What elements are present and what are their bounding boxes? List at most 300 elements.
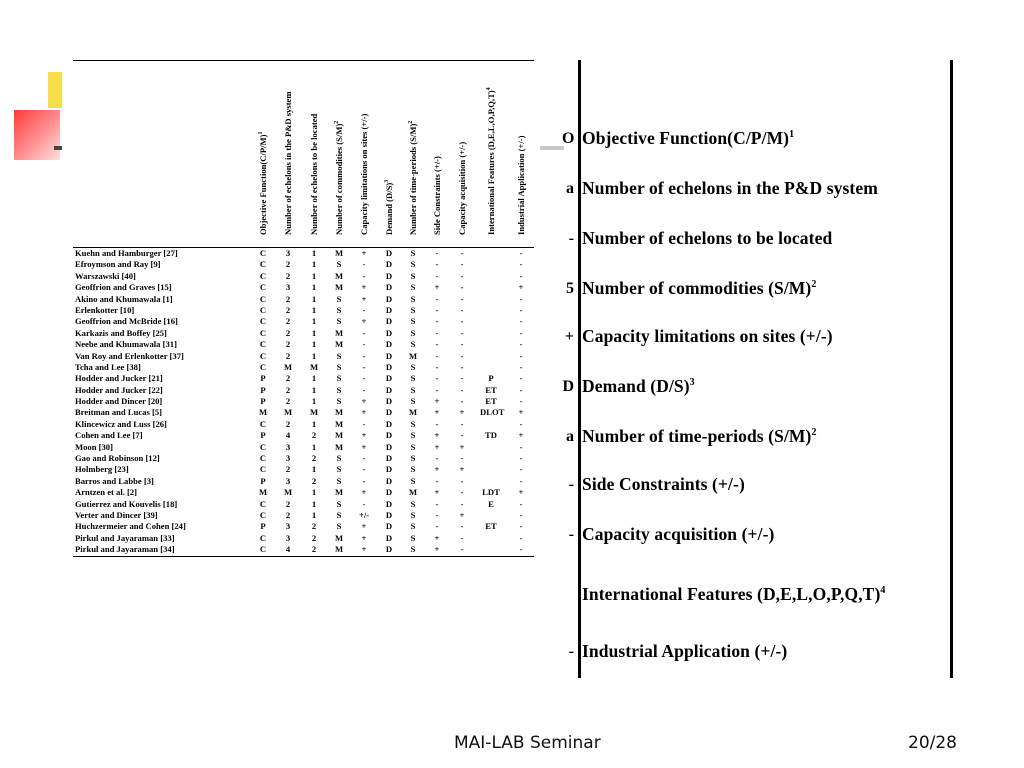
table-cell: -	[435, 521, 439, 532]
table-cell: S	[336, 464, 342, 475]
table-cell: -	[519, 509, 523, 520]
table-cell: -	[362, 350, 366, 361]
table-cell: C	[259, 304, 267, 315]
legend-item-label: Number of echelons to be located	[582, 228, 833, 248]
table-cell: +	[361, 430, 367, 441]
table-cell: 2	[285, 350, 291, 361]
legend-cut-glyph: +	[564, 328, 574, 345]
table-cell: S	[410, 304, 416, 315]
reference-name: Pirkul and Jayaraman [33]	[75, 532, 175, 543]
table-cell: -	[460, 293, 464, 304]
column-header-label: Demand (D/S)	[384, 182, 394, 235]
table-cell: M	[334, 270, 344, 281]
table-cell: C	[259, 282, 267, 293]
table-cell: 3	[285, 441, 291, 452]
legend-item	[582, 474, 745, 495]
table-cell: -	[435, 327, 439, 338]
table-cell: -	[519, 293, 523, 304]
table-cell: -	[460, 282, 464, 293]
table-cell: 1	[311, 282, 317, 293]
column-header-footnote: 1	[258, 131, 265, 135]
table-cell: S	[336, 259, 342, 270]
table-cell: M	[258, 407, 268, 418]
table-cell: -	[519, 327, 523, 338]
table-header-row	[73, 61, 534, 248]
table-cell: +	[518, 430, 524, 441]
table-cell: P	[260, 475, 266, 486]
table-cell: D	[385, 407, 393, 418]
table-cell: 4	[285, 544, 291, 555]
legend-item-footnote: 2	[811, 279, 817, 291]
column-header	[277, 61, 299, 245]
table-cell: D	[385, 270, 393, 281]
table-cell: C	[259, 339, 267, 350]
table-cell: +	[434, 544, 440, 555]
table-cell: D	[385, 282, 393, 293]
table-cell: M	[334, 282, 344, 293]
table-cell: M	[309, 361, 319, 372]
table-cell: M	[334, 441, 344, 452]
legend-item	[582, 641, 787, 662]
reference-name: Hodder and Jucker [22]	[75, 384, 163, 395]
literature-comparison-table	[73, 60, 534, 557]
table-cell: +	[459, 509, 465, 520]
legend-cut-glyph: D	[562, 378, 574, 395]
table-cell: 2	[285, 293, 291, 304]
reference-name: Hodder and Jucker [21]	[75, 373, 163, 384]
table-cell: 3	[285, 282, 291, 293]
table-cell: +	[361, 282, 367, 293]
table-cell: M	[408, 487, 418, 498]
table-cell: -	[460, 361, 464, 372]
table-cell: 1	[311, 464, 317, 475]
table-cell: S	[410, 339, 416, 350]
table-row	[73, 510, 534, 521]
column-header-label: Number of echelons to be located	[309, 113, 319, 235]
table-cell: C	[259, 293, 267, 304]
reference-name: Moon [30]	[75, 441, 113, 452]
table-cell: ET	[485, 384, 497, 395]
legend-item	[582, 278, 816, 299]
table-row	[73, 248, 534, 259]
table-cell: M	[283, 487, 293, 498]
table-cell: 2	[311, 453, 317, 464]
table-cell: P	[488, 373, 494, 384]
table-cell: S	[336, 384, 342, 395]
table-cell: +	[361, 544, 367, 555]
reference-name: Akino and Khumawala [1]	[75, 293, 173, 304]
table-cell: D	[385, 509, 393, 520]
table-cell: 2	[285, 509, 291, 520]
table-cell: +	[361, 396, 367, 407]
table-cell: +	[434, 487, 440, 498]
legend-item	[582, 178, 878, 199]
table-cell: 2	[311, 532, 317, 543]
legend-item	[582, 426, 817, 447]
table-cell: -	[519, 350, 523, 361]
table-cell: E	[488, 498, 494, 509]
legend-item-footnote: 4	[880, 585, 886, 597]
column-header-label: International Features (D,E,L,O,P,Q,T)	[486, 90, 496, 235]
table-cell: D	[385, 487, 393, 498]
table-cell: C	[259, 327, 267, 338]
legend-item-footnote: 2	[811, 427, 817, 439]
table-cell: 1	[311, 327, 317, 338]
table-cell: -	[460, 544, 464, 555]
table-cell: M	[334, 248, 344, 258]
legend-cut-glyph: -	[568, 476, 574, 493]
table-cell: -	[435, 339, 439, 350]
table-cell: 2	[285, 339, 291, 350]
table-cell: +	[459, 464, 465, 475]
table-cell: +	[361, 441, 367, 452]
table-cell: LDT	[482, 487, 500, 498]
table-cell: S	[336, 316, 342, 327]
table-cell: P	[260, 521, 266, 532]
table-cell: P	[260, 384, 266, 395]
table-cell: -	[460, 396, 464, 407]
table-row	[73, 430, 534, 441]
table-cell: S	[410, 373, 416, 384]
table-cell: M	[334, 407, 344, 418]
table-cell: S	[410, 418, 416, 429]
table-cell: -	[435, 384, 439, 395]
column-header-footnote: 3	[384, 179, 391, 183]
table-cell: 2	[285, 418, 291, 429]
table-cell: -	[362, 270, 366, 281]
table-cell: 2	[311, 475, 317, 486]
table-cell: -	[460, 259, 464, 270]
table-cell: D	[385, 316, 393, 327]
table-cell: M	[309, 407, 319, 418]
table-cell: -	[362, 361, 366, 372]
table-cell: +	[361, 316, 367, 327]
table-cell: C	[259, 259, 267, 270]
legend-item-label: Industrial Application (+/-)	[582, 641, 788, 661]
column-header	[426, 61, 448, 245]
table-cell: S	[336, 453, 342, 464]
table-cell: -	[435, 316, 439, 327]
table-cell: S	[410, 361, 416, 372]
table-cell: -	[460, 430, 464, 441]
table-cell: D	[385, 339, 393, 350]
table-row	[73, 396, 534, 407]
table-cell: -	[460, 418, 464, 429]
table-cell: +	[434, 282, 440, 293]
table-row	[73, 385, 534, 396]
table-cell: 2	[285, 384, 291, 395]
table-cell: 1	[311, 339, 317, 350]
table-cell: D	[385, 350, 393, 361]
table-cell: -	[362, 259, 366, 270]
table-cell: S	[410, 248, 416, 258]
table-cell: -	[519, 270, 523, 281]
table-cell: M	[334, 532, 344, 543]
table-cell: 1	[311, 304, 317, 315]
table-cell: +	[459, 407, 465, 418]
table-cell: +	[361, 532, 367, 543]
table-cell: 1	[311, 293, 317, 304]
table-cell: C	[259, 361, 267, 372]
table-cell: C	[259, 532, 267, 543]
table-cell: -	[460, 339, 464, 350]
table-cell: D	[385, 361, 393, 372]
table-cell: C	[259, 498, 267, 509]
table-cell: C	[259, 453, 267, 464]
legend-item	[582, 326, 833, 347]
reference-name: Huchzermeier and Cohen [24]	[75, 521, 186, 532]
table-cell: S	[336, 521, 342, 532]
table-cell: S	[410, 282, 416, 293]
legend-item	[582, 376, 695, 397]
table-cell: -	[460, 270, 464, 281]
decorative-gray-dash	[540, 146, 564, 150]
table-cell: C	[259, 441, 267, 452]
legend-item-label: Number of time-periods (S/M)	[582, 426, 812, 446]
legend-item-label: Side Constraints (+/-)	[582, 474, 745, 494]
table-cell: 1	[311, 396, 317, 407]
table-row	[73, 305, 534, 316]
table-cell: S	[410, 316, 416, 327]
table-cell: S	[336, 293, 342, 304]
table-cell: TD	[485, 430, 497, 441]
table-cell: S	[336, 509, 342, 520]
reference-name: Gao and Robinson [12]	[75, 453, 160, 464]
table-cell: -	[362, 327, 366, 338]
table-cell: +	[518, 487, 524, 498]
table-row	[73, 362, 534, 373]
reference-name: Barros and Labbe [3]	[75, 475, 154, 486]
table-cell: -	[460, 248, 464, 258]
table-cell: -	[460, 487, 464, 498]
table-cell: M	[334, 327, 344, 338]
legend-item	[582, 128, 794, 149]
table-cell: 1	[311, 498, 317, 509]
table-cell: 1	[311, 316, 317, 327]
table-cell: -	[460, 384, 464, 395]
legend-cut-glyph: -	[568, 526, 574, 543]
table-cell: +	[518, 282, 524, 293]
table-cell: C	[259, 270, 267, 281]
footer-title: MAI-LAB Seminar	[454, 733, 601, 753]
reference-name: Karkazis and Boffey [25]	[75, 327, 167, 338]
table-cell: -	[460, 373, 464, 384]
table-cell: C	[259, 316, 267, 327]
table-cell: 1	[311, 384, 317, 395]
table-cell: +	[361, 293, 367, 304]
table-cell: -	[362, 339, 366, 350]
reference-name: Holmberg [23]	[75, 464, 129, 475]
table-cell: D	[385, 396, 393, 407]
table-cell: -	[519, 384, 523, 395]
reference-name: Warszawski [40]	[75, 270, 136, 281]
table-cell: +	[434, 441, 440, 452]
vertical-rule-left	[578, 60, 581, 678]
table-cell: -	[362, 464, 366, 475]
table-cell: S	[410, 521, 416, 532]
legend-item-label: Objective Function(C/P/M)	[582, 128, 790, 148]
reference-name: Gutierrez and Kouvelis [18]	[75, 498, 178, 509]
table-cell: +	[518, 407, 524, 418]
column-header	[451, 61, 473, 245]
table-cell: -	[362, 453, 366, 464]
legend-item-label: Capacity acquisition (+/-)	[582, 524, 775, 544]
table-cell: -	[519, 532, 523, 543]
legend-item-footnote: 1	[789, 129, 795, 141]
reference-name: Geoffrion and Graves [15]	[75, 282, 172, 293]
table-cell: D	[385, 304, 393, 315]
table-cell: P	[260, 373, 266, 384]
column-header	[510, 61, 532, 245]
table-cell: +	[361, 487, 367, 498]
column-header-footnote: 4	[486, 87, 493, 91]
table-cell: C	[259, 350, 267, 361]
table-row	[73, 533, 534, 544]
legend-item	[582, 584, 886, 605]
table-cell: M	[283, 407, 293, 418]
table-cell: -	[435, 475, 439, 486]
legend-cut-glyph: a	[566, 428, 574, 445]
table-cell: 3	[285, 248, 291, 258]
table-cell: C	[259, 509, 267, 520]
table-cell: -	[519, 453, 523, 464]
column-header	[402, 61, 424, 245]
table-row	[73, 407, 534, 418]
column-header	[353, 61, 375, 245]
table-row	[73, 351, 534, 362]
table-cell: ET	[485, 521, 497, 532]
table-cell: D	[385, 327, 393, 338]
legend-item-label: Number of echelons in the P&D system	[582, 178, 878, 198]
table-cell: S	[410, 293, 416, 304]
table-cell: 2	[311, 430, 317, 441]
table-cell: S	[336, 350, 342, 361]
column-header	[303, 61, 325, 245]
table-row	[73, 499, 534, 510]
table-cell: D	[385, 464, 393, 475]
reference-name: Hodder and Dincer [20]	[75, 396, 163, 407]
column-header-footnote: 2	[334, 120, 341, 124]
table-cell: +/-	[358, 509, 370, 520]
vertical-rule-right	[950, 60, 953, 678]
legend-item-label: International Features (D,E,L,O,P,Q,T)	[582, 584, 881, 604]
table-cell: 2	[285, 373, 291, 384]
reference-name: Kuehn and Hamburger [27]	[75, 248, 178, 258]
column-header	[328, 61, 350, 245]
legend-cut-glyph: -	[568, 230, 574, 247]
table-cell: -	[519, 259, 523, 270]
table-cell: -	[362, 418, 366, 429]
legend-cut-glyph: 5	[566, 280, 574, 297]
table-cell: S	[336, 498, 342, 509]
table-cell: D	[385, 498, 393, 509]
reference-name: Efroymson and Ray [9]	[75, 259, 161, 270]
table-cell: M	[334, 430, 344, 441]
column-header-label: Capacity acquisition (+/-)	[457, 141, 467, 235]
table-cell: S	[336, 373, 342, 384]
table-cell: -	[435, 350, 439, 361]
table-cell: -	[435, 270, 439, 281]
table-cell: P	[260, 430, 266, 441]
table-cell: M	[283, 361, 293, 372]
reference-name: Neebe and Khumawala [31]	[75, 339, 177, 350]
column-header	[480, 61, 502, 245]
table-cell: S	[410, 464, 416, 475]
table-cell: +	[434, 396, 440, 407]
table-cell: 3	[285, 521, 291, 532]
table-cell: 3	[285, 453, 291, 464]
table-cell: M	[334, 339, 344, 350]
table-cell: -	[460, 532, 464, 543]
table-row	[73, 259, 534, 270]
table-cell: 2	[285, 304, 291, 315]
table-cell: S	[410, 544, 416, 555]
table-cell: -	[519, 316, 523, 327]
legend-item-label: Capacity limitations on sites (+/-)	[582, 326, 833, 346]
table-row	[73, 464, 534, 475]
table-row	[73, 316, 534, 327]
column-header	[252, 61, 274, 245]
column-header-label: Side Constraints (+/-)	[432, 156, 442, 235]
table-cell: -	[519, 521, 523, 532]
reference-name: Breitman and Lucas [5]	[75, 407, 162, 418]
table-cell: S	[410, 327, 416, 338]
table-cell: +	[434, 407, 440, 418]
table-row	[73, 544, 534, 556]
table-cell: -	[362, 498, 366, 509]
table-row	[73, 373, 534, 384]
reference-name: Erlenkotter [10]	[75, 304, 135, 315]
legend-item-label: Number of commodities (S/M)	[582, 278, 812, 298]
table-cell: -	[435, 293, 439, 304]
table-cell: 2	[285, 270, 291, 281]
table-cell: P	[260, 396, 266, 407]
table-cell: -	[435, 361, 439, 372]
table-cell: ET	[485, 396, 497, 407]
table-cell: 1	[311, 441, 317, 452]
table-cell: -	[435, 453, 439, 464]
reference-name: Tcha and Lee [38]	[75, 361, 141, 372]
table-cell: D	[385, 430, 393, 441]
table-cell: -	[519, 304, 523, 315]
table-cell: S	[410, 475, 416, 486]
table-row	[73, 328, 534, 339]
column-header-label: Industrial Application (+/-)	[516, 135, 526, 235]
table-cell: 2	[311, 544, 317, 555]
table-cell: -	[435, 509, 439, 520]
table-cell: -	[519, 544, 523, 555]
table-cell: 1	[311, 509, 317, 520]
table-row	[73, 487, 534, 498]
table-body	[73, 248, 534, 557]
table-cell: M	[408, 407, 418, 418]
table-cell: 2	[285, 259, 291, 270]
table-cell: D	[385, 418, 393, 429]
table-cell: D	[385, 248, 393, 258]
column-header-label: Number of commodities (S/M)	[334, 123, 344, 235]
table-cell: M	[408, 350, 418, 361]
legend-cut-glyph: a	[566, 180, 574, 197]
table-cell: 1	[311, 350, 317, 361]
table-cell: 2	[285, 327, 291, 338]
table-cell: S	[410, 453, 416, 464]
table-cell: -	[519, 361, 523, 372]
table-cell: -	[460, 304, 464, 315]
table-cell: -	[460, 350, 464, 361]
table-cell: 4	[285, 430, 291, 441]
table-cell: DLOT	[480, 407, 505, 418]
column-header	[378, 61, 400, 245]
